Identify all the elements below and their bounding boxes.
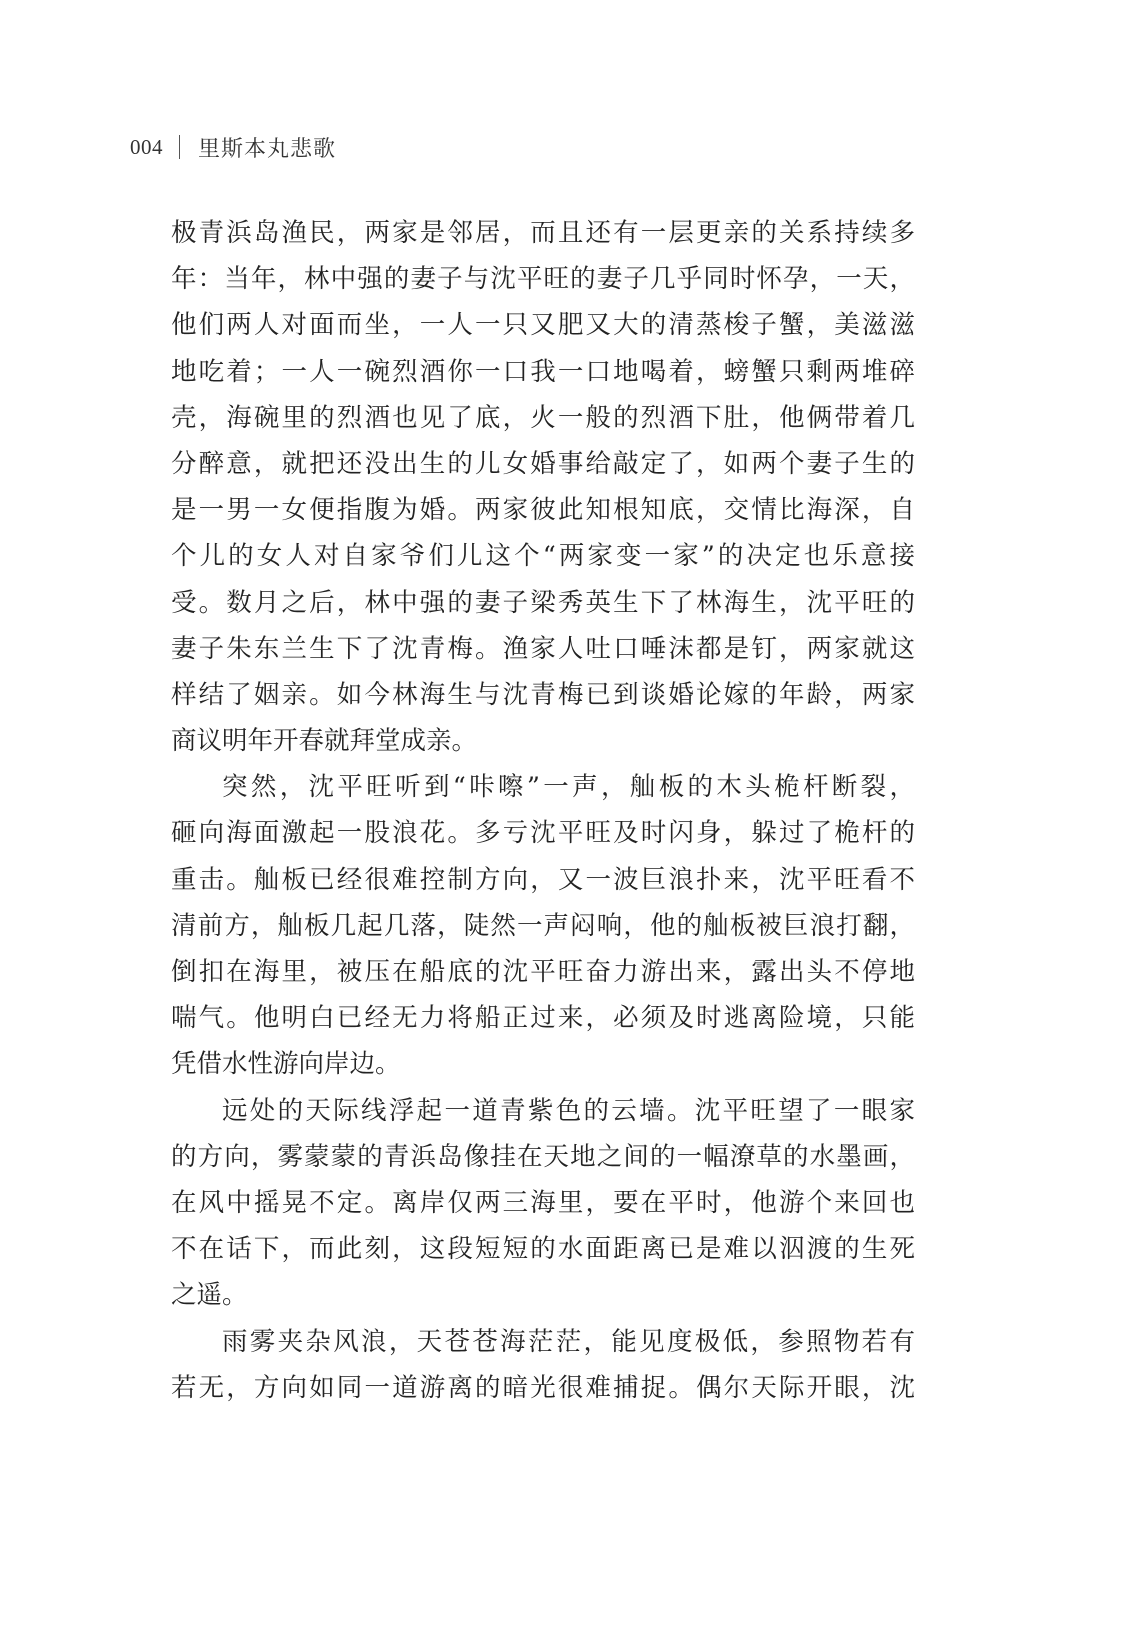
paragraph [171, 764, 915, 1087]
text-line: 砸向海面激起一股浪花。多亏沈平旺及时闪身，躲过了桅杆的 [171, 818, 915, 849]
body-text [171, 210, 915, 1411]
book-title: 里斯本丸悲歌 [198, 136, 337, 162]
text-line: 年：当年，林中强的妻子与沈平旺的妻子几乎同时怀孕，一天， [171, 264, 915, 295]
text-line: 若无，方向如同一道游离的暗光很难捕捉。偶尔天际开眼，沈 [171, 1372, 915, 1403]
paragraph [171, 210, 915, 764]
text-line: 是一男一女便指腹为婚。两家彼此知根知底，交情比海深，自 [171, 495, 915, 526]
running-header [130, 131, 336, 163]
text-line: 凭借水性游向岸边。 [171, 1049, 401, 1080]
paragraph [171, 1319, 915, 1411]
text-line: 地吃着；一人一碗烈酒你一口我一口地喝着，螃蟹只剩两堆碎 [171, 356, 915, 387]
text-line: 清前方，舢板几起几落，陡然一声闷响，他的舢板被巨浪打翻， [171, 910, 915, 941]
text-line: 重击。舢板已经很难控制方向，又一波巨浪扑来，沈平旺看不 [171, 864, 915, 895]
text-line: 分醉意，就把还没出生的儿女婚事给敲定了，如两个妻子生的 [171, 448, 915, 479]
text-line: 的方向，雾蒙蒙的青浜岛像挂在天地之间的一幅潦草的水墨画， [171, 1141, 915, 1172]
text-line: 不在话下，而此刻，这段短短的水面距离已是难以泅渡的生死 [171, 1234, 915, 1265]
text-line: 他们两人对面而坐，一人一只又肥又大的清蒸梭子蟹，美滋滋 [171, 310, 915, 341]
header-divider [179, 135, 180, 159]
text-line: 商议明年开春就拜堂成亲。 [171, 726, 478, 757]
text-line: 之遥。 [171, 1280, 248, 1311]
text-line: 妻子朱东兰生下了沈青梅。渔家人吐口唾沫都是钉，两家就这 [171, 633, 915, 664]
text-line: 受。数月之后，林中强的妻子梁秀英生下了林海生，沈平旺的 [171, 587, 915, 618]
text-line: 倒扣在海里，被压在船底的沈平旺奋力游出来，露出头不停地 [171, 957, 915, 987]
paragraph [171, 1088, 915, 1319]
text-line: 个儿的女人对自家爷们儿这个“两家变一家”的决定也乐意接 [171, 541, 915, 572]
text-line: 样结了姻亲。如今林海生与沈青梅已到谈婚论嫁的年龄，两家 [171, 679, 915, 710]
text-line: 壳，海碗里的烈酒也见了底，火一般的烈酒下肚，他俩带着几 [171, 402, 915, 433]
page-number: 004 [130, 134, 163, 159]
text-line: 在风中摇晃不定。离岸仅两三海里，要在平时，他游个来回也 [171, 1187, 915, 1218]
text-line: 远处的天际线浮起一道青紫色的云墙。沈平旺望了一眼家 [222, 1095, 915, 1126]
text-line: 喘气。他明白已经无力将船正过来，必须及时逃离险境，只能 [171, 1003, 915, 1034]
text-line: 突然，沈平旺听到“咔嚓”一声，舢板的木头桅杆断裂， [222, 772, 915, 803]
text-line: 极青浜岛渔民，两家是邻居，而且还有一层更亲的关系持续多 [171, 218, 915, 248]
text-line: 雨雾夹杂风浪，天苍苍海茫茫，能见度极低，参照物若有 [222, 1326, 915, 1357]
